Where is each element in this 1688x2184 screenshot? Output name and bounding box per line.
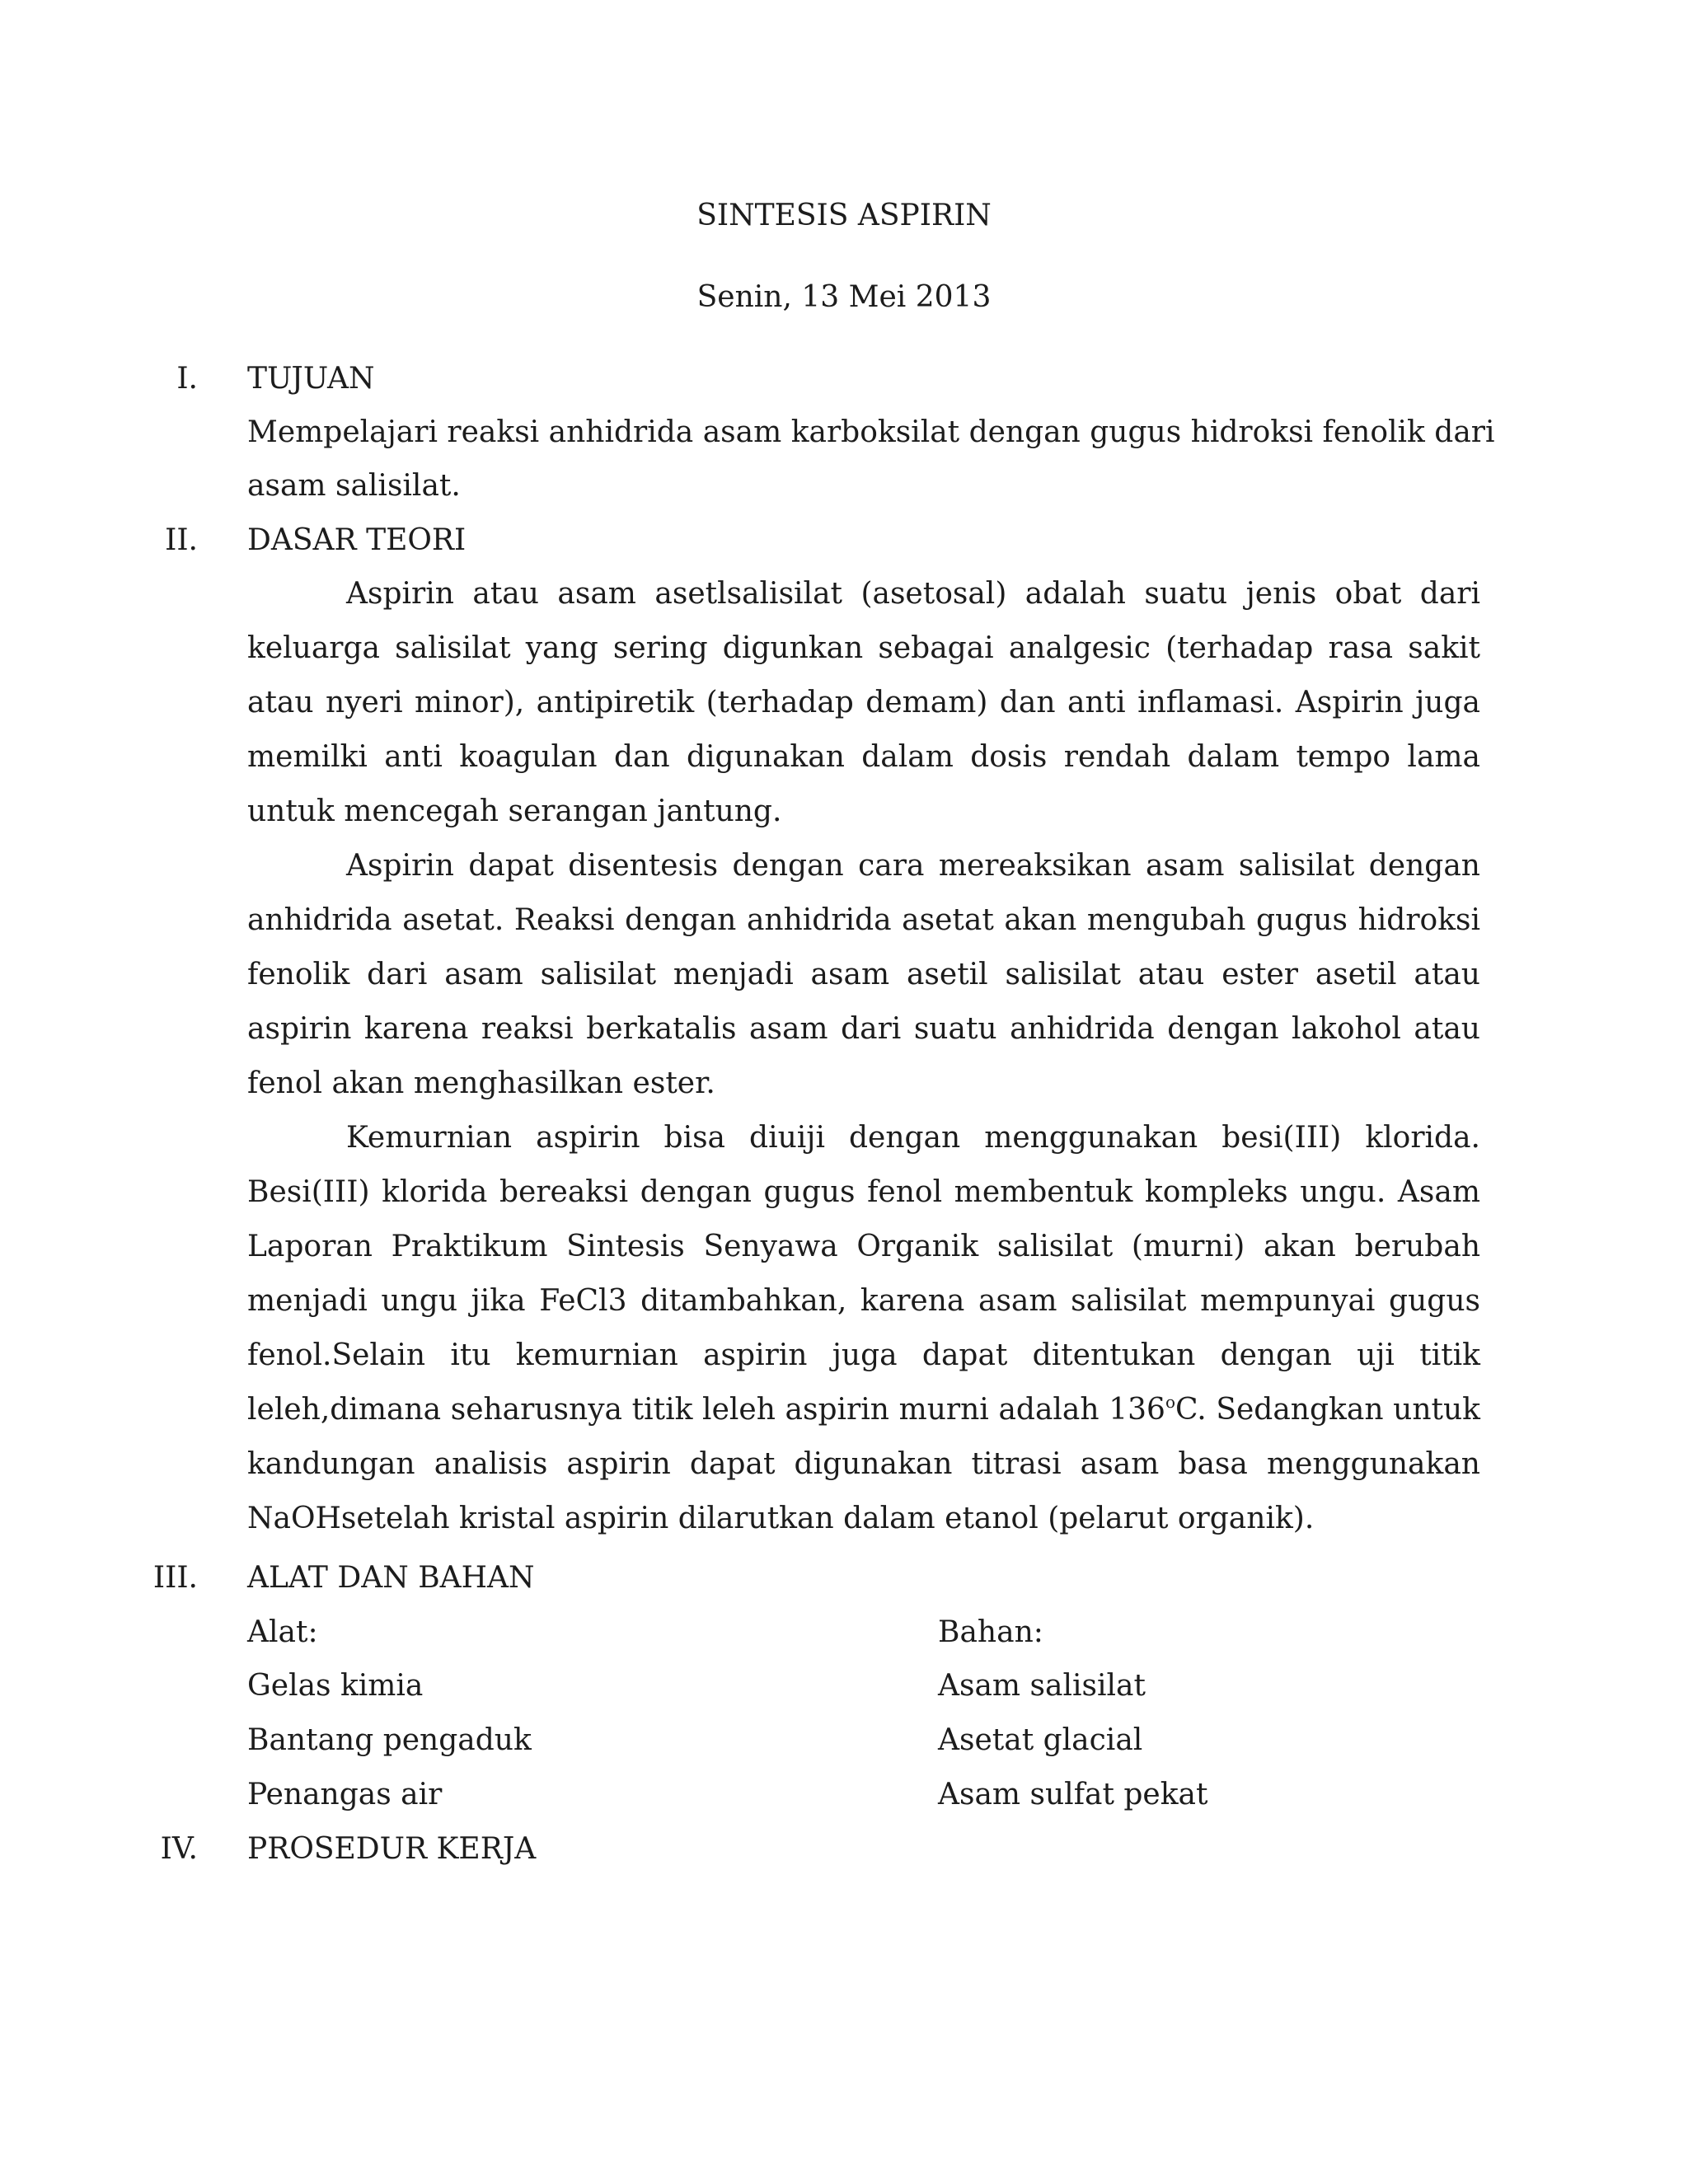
dasar-teori-paragraph: Aspirin atau asam asetlsalisilat (asetosal) adalah suatu jenis obat dari keluarga salisilat yang sering digunkan sebagai analgesic (terhadap rasa sakit atau nyeri minor), antipiretik (terhadap demam) dan anti inflamasi. Aspirin juga memilki anti koagulan dan digunakan dalam dosis rendah dalam tempo lama untuk mencegah serangan jantung. <box>247 577 1480 828</box>
tujuan-line: asam salisilat. <box>247 469 461 503</box>
section-number: I. <box>176 362 198 396</box>
document-title: SINTESIS ASPIRIN <box>696 199 992 232</box>
paragraph-text: Kemurnian aspirin bisa diuiji dengan menggunakan besi(III) klorida. Besi(III) klorida bereaksi dengan gugus fenol membentuk kompleks ungu. Asam Laporan Praktikum Sintesis Senyawa Organik salisilat (murni) akan berubah menjadi ungu jika FeCl3 ditambahkan, karena asam salisilat mempunyai gugus fenol.Selain itu kemurnian aspirin juga dapat ditentukan dengan uji titik leleh,dimana seharusnya titik leleh aspirin murni adalah 136 <box>247 1121 1480 1427</box>
section-number: III. <box>152 1561 198 1595</box>
alat-item: Bantang pengaduk <box>247 1723 532 1757</box>
bahan-label: Bahan: <box>938 1615 1043 1649</box>
section-heading-tujuan: TUJUAN <box>247 362 375 396</box>
section-heading-dasar-teori: DASAR TEORI <box>247 523 467 557</box>
document-date: Senin, 13 Mei 2013 <box>696 280 992 314</box>
bahan-item: Asam salisilat <box>938 1669 1146 1703</box>
dasar-teori-paragraph <box>247 1111 1480 1546</box>
degree-superscript: o <box>1165 1392 1175 1412</box>
paragraph-text: C. Sedangkan untuk kandungan analisis aspirin dapat digunakan titrasi asam basa menggunakan NaOHsetelah kristal aspirin dilarutkan dalam etanol (pelarut organik). <box>247 1393 1480 1535</box>
alat-item: Penangas air <box>247 1778 443 1811</box>
bahan-item: Asam sulfat pekat <box>938 1778 1208 1811</box>
section-heading-prosedur-kerja: PROSEDUR KERJA <box>247 1832 537 1866</box>
bahan-item: Asetat glacial <box>938 1723 1143 1757</box>
tujuan-line: Mempelajari reaksi anhidrida asam karboksilat dengan gugus hidroksi fenolik dari <box>247 415 1495 449</box>
section-number: II. <box>165 523 198 557</box>
section-heading-alat-bahan: ALAT DAN BAHAN <box>247 1561 535 1595</box>
alat-item: Gelas kimia <box>247 1669 424 1703</box>
section-number: IV. <box>160 1832 198 1866</box>
dasar-teori-paragraph: Aspirin dapat disentesis dengan cara mereaksikan asam salisilat dengan anhidrida asetat. Reaksi dengan anhidrida asetat akan mengubah gugus hidroksi fenolik dari asam salisilat menjadi asam asetil salisilat atau ester asetil atau aspirin karena reaksi berkatalis asam dari suatu anhidrida dengan lakohol atau fenol akan menghasilkan ester. <box>247 849 1480 1100</box>
alat-label: Alat: <box>247 1615 318 1649</box>
